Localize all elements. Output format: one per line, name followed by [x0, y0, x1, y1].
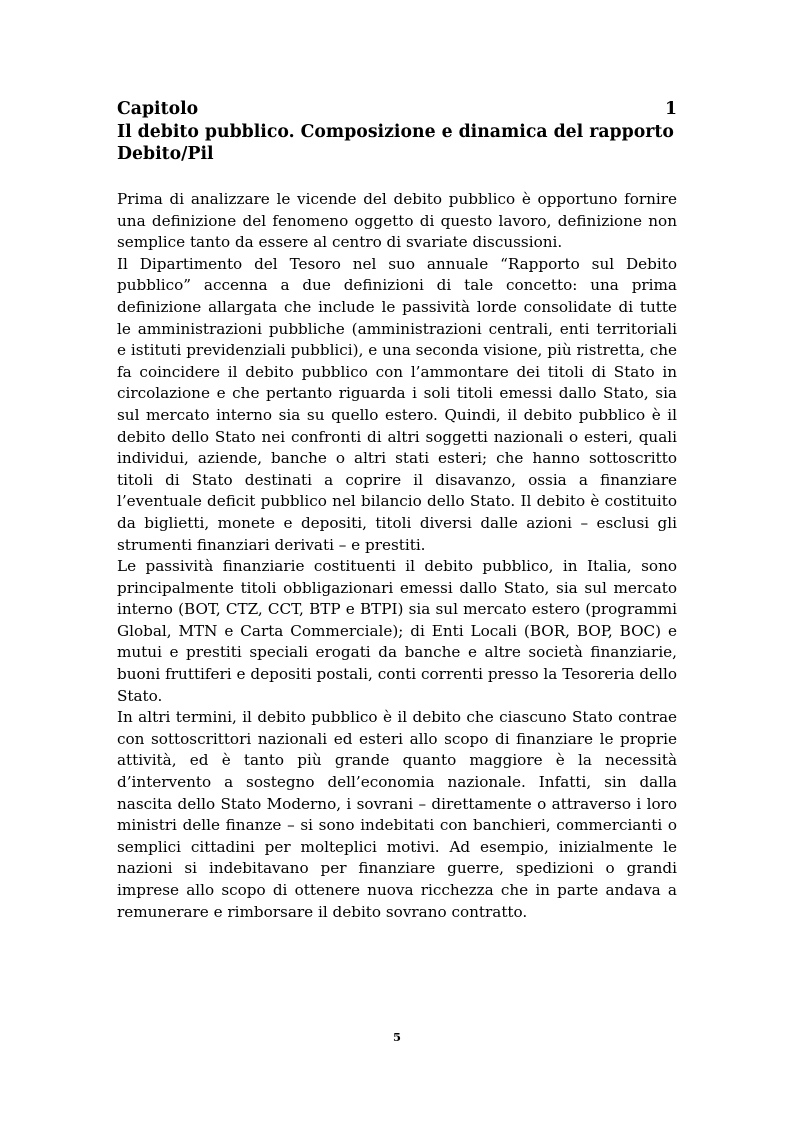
paragraph: Il Dipartimento del Tesoro nel suo annuale “Rapporto sul Debito pubblico” accenna a due definizioni di tale concetto: una prima definizione allargata che include le passività lorde consolidate di tutte le amministrazioni pubbliche (amministrazioni centrali, enti territoriali e istituti previdenziali pubblici), e una seconda visione, più ristretta, che fa coincidere il debito pubblico con l’ammontare dei titoli di Stato in circolazione e che pertanto riguarda i soli titoli emessi dallo Stato, sia sul mercato interno sia su quello estero. Quindi, il debito pubblico è il debito dello Stato nei confronti di altri soggetti nazionali o esteri, quali individui, aziende, banche o altri stati esteri; che hanno sottoscritto titoli di Stato destinati a coprire il disavanzo, ossia a finanziare l’eventuale deficit pubblico nel bilancio dello Stato. Il debito è costituito da biglietti, monete e depositi, titoli diversi dalle azioni – esclusi gli strumenti finanziari derivati – e prestiti. [117, 254, 677, 554]
chapter-heading [117, 98, 677, 166]
body-text [117, 189, 677, 923]
chapter-heading-row [117, 98, 677, 121]
page-number: 5 [392, 1030, 401, 1044]
chapter-label: Capitolo [117, 99, 199, 119]
paragraph: Le passività finanziarie costituenti il debito pubblico, in Italia, sono principalmente titoli obbligazionari emessi dallo Stato, sia sul mercato interno (BOT, CTZ, CCT, BTP e BTPI) sia sul mercato estero (programmi Global, MTN e Carta Commerciale); di Enti Locali (BOR, BOP, BOC) e mutui e prestiti speciali erogati da banche e altre società finanziarie, buoni fruttiferi e depositi postali, conti correnti presso la Tesoreria dello Stato. [117, 557, 677, 705]
chapter-title: Il debito pubblico. Composizione e dinamica del rapporto Debito/Pil [117, 121, 674, 164]
chapter-number: 1 [664, 99, 677, 119]
paragraph: Prima di analizzare le vicende del debito pubblico è opportuno fornire una definizione del fenomeno oggetto di questo lavoro, definizione non semplice tanto da essere al centro di svariate discussioni. [117, 190, 677, 252]
paragraph: In altri termini, il debito pubblico è il debito che ciascuno Stato contrae con sottoscrittori nazionali ed esteri allo scopo di finanziare le proprie attività, ed è tanto più grande quanto maggiore è la necessità d’intervento a sostegno dell’economia nazionale. Infatti, sin dalla nascita dello Stato Moderno, i sovrani – direttamente o attraverso i loro ministri delle finanze – si sono indebitati con banchieri, commercianti o semplici cittadini per molteplici motivi. Ad esempio, inizialmente le nazioni si indebitavano per finanziare guerre, spedizioni o grandi imprese allo scopo di ottenere nuova ricchezza che in parte andava a remunerare e rimborsare il debito sovrano contratto. [117, 708, 677, 921]
